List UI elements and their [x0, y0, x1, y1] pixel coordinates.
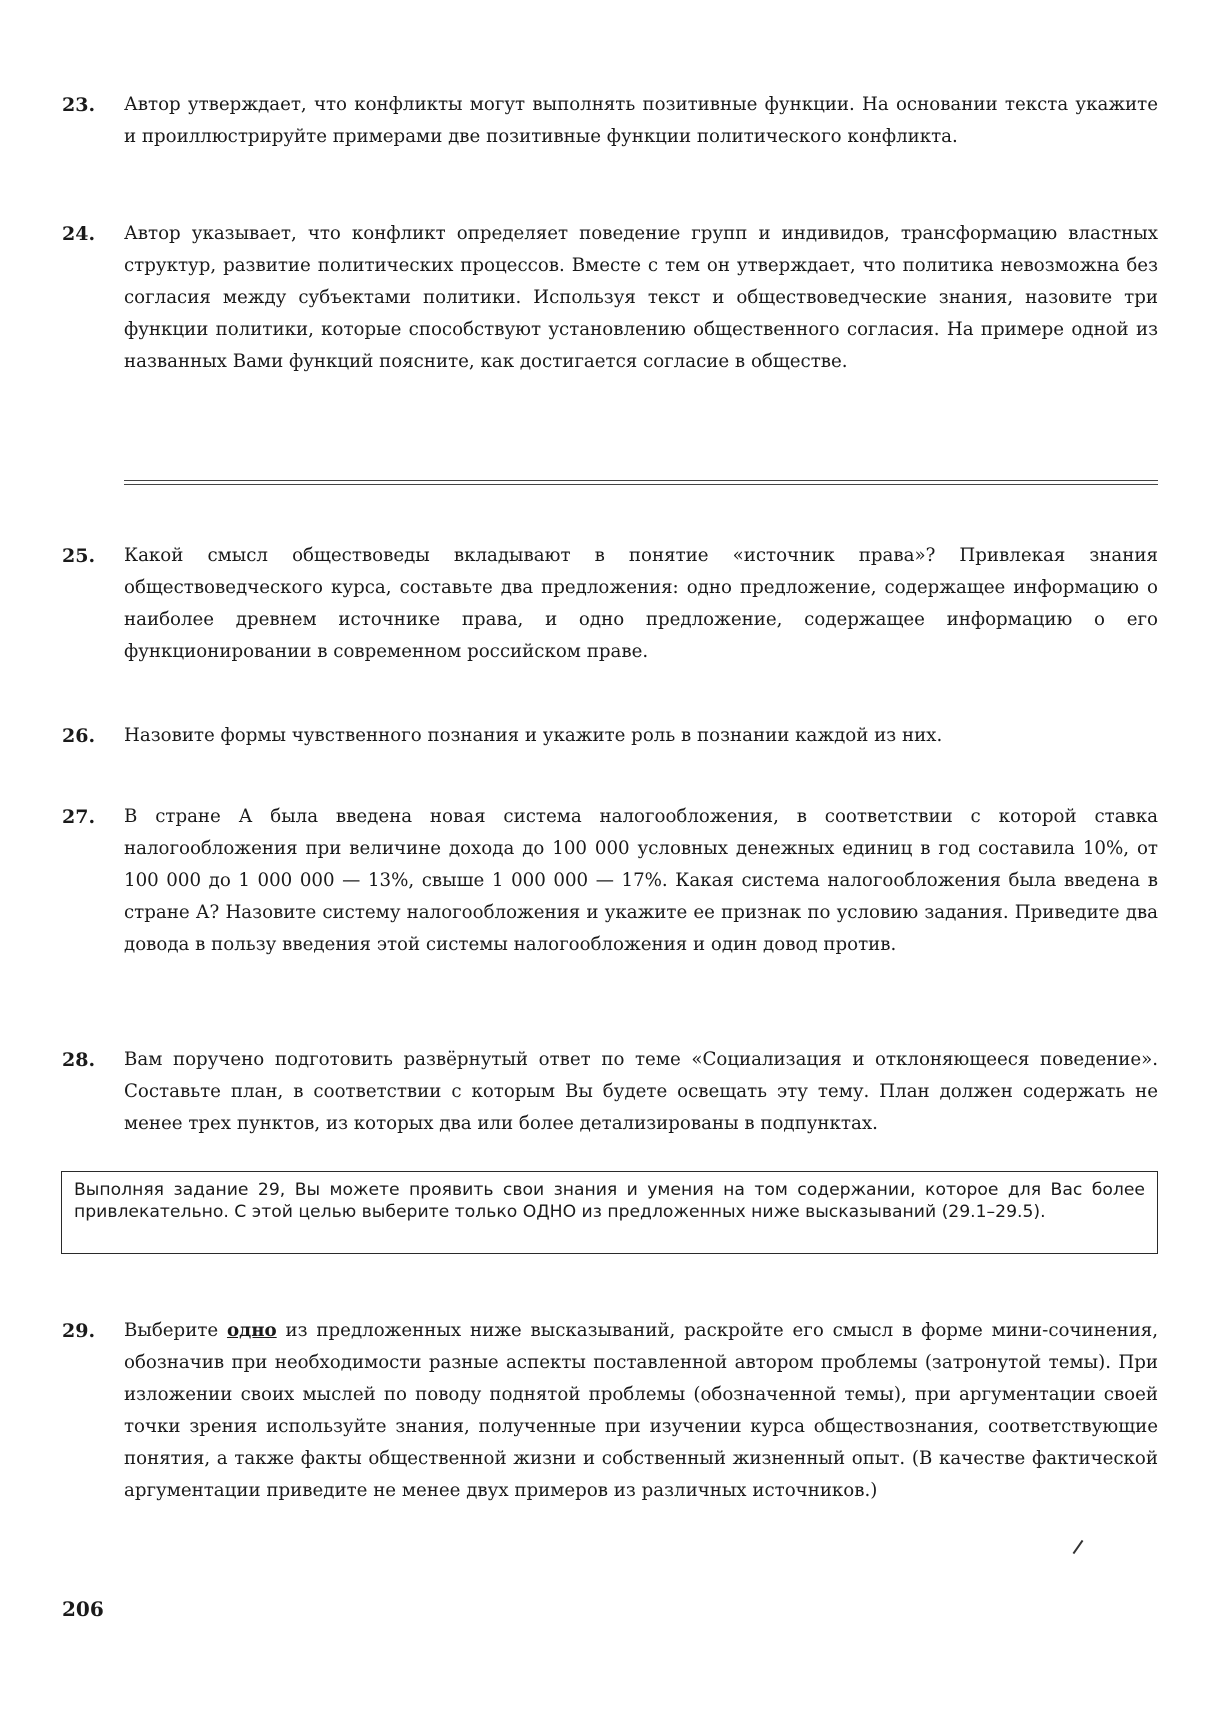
question-text: Какой смысл обществоведы вкладывают в понятие «источник права»? Привлекая знания обществоведческого курса, составьте два предложения: одно предложение, содержащее информацию о наиболее древнем источнике права, и одно предложение, содержащее информацию о его функционировании в современном российском праве.: [124, 545, 1158, 662]
section-divider-bottom: [124, 484, 1158, 485]
question-text: [124, 1315, 1158, 1507]
question-text-rest: из предложенных ниже высказываний, раскройте его смысл в форме мини-сочинения, обозначив при необходимости разные аспекты поставленной автором проблемы (затронутой темы). При изложении своих мыслей по поводу поднятой проблемы (обозначенной темы), при аргументации своей точки зрения используйте знания, полученные при изучении курса обществознания, соответствующие понятия, а также факты общественной жизни и собственный жизненный опыт. (В качестве фактической аргументации приведите не менее двух примеров из различных источников.): [124, 1320, 1158, 1501]
question-24: [62, 218, 1158, 378]
question-29: [62, 1315, 1158, 1507]
question-number: 29.: [62, 1320, 96, 1342]
question-number: 23.: [62, 94, 96, 116]
section-divider-top: [124, 480, 1158, 481]
question-27: [62, 801, 1158, 961]
question-text: Автор указывает, что конфликт определяет поведение групп и индивидов, трансформацию властных структур, развитие политических процессов. Вместе с тем он утверждает, что политика невозможна без согласия между субъектами политики. Используя текст и обществоведческие знания, назовите три функции политики, которые способствуют установлению общественного согласия. На примере одной из названных Вами функций поясните, как достигается согласие в обществе.: [124, 223, 1158, 372]
page-number: 206: [62, 1597, 104, 1621]
question-25: [62, 540, 1158, 668]
question-28: [62, 1044, 1158, 1140]
question-number: 28.: [62, 1049, 96, 1071]
question-text: Назовите формы чувственного познания и укажите роль в познании каждой из них.: [124, 725, 943, 746]
pencil-mark: [1073, 1540, 1084, 1554]
emphasized-word: одно: [226, 1320, 277, 1341]
instruction-box: Выполняя задание 29, Вы можете проявить свои знания и умения на том содержании, которое для Вас более привлекательно. С этой целью выберите только ОДНО из предложенных ниже высказываний (29.1–29.5).: [61, 1171, 1158, 1254]
question-number: 27.: [62, 806, 96, 828]
question-26: [62, 720, 1158, 752]
question-text: Автор утверждает, что конфликты могут выполнять позитивные функции. На основании текста укажите и проиллюстрируйте примерами две позитивные функции политического конфликта.: [124, 94, 1158, 147]
question-text: Вам поручено подготовить развёрнутый ответ по теме «Социализация и отклоняющееся поведение». Составьте план, в соответствии с которым Вы будете освещать эту тему. План должен содержать не менее трех пунктов, из которых два или более детализированы в подпунктах.: [124, 1049, 1158, 1134]
question-text: В стране А была введена новая система налогообложения, в соответствии с которой ставка налогообложения при величине дохода до 100 000 условных денежных единиц в год составила 10%, от 100 000 до 1 000 000 — 13%, свыше 1 000 000 — 17%. Какая система налогообложения была введена в стране А? Назовите систему налогообложения и укажите ее признак по условию задания. Приведите два довода в пользу введения этой системы налогообложения и один довод против.: [124, 806, 1158, 955]
question-23: [62, 89, 1158, 153]
question-text-start: Выберите: [124, 1320, 227, 1341]
question-number: 26.: [62, 725, 96, 747]
question-number: 24.: [62, 223, 96, 245]
question-number: 25.: [62, 545, 96, 567]
